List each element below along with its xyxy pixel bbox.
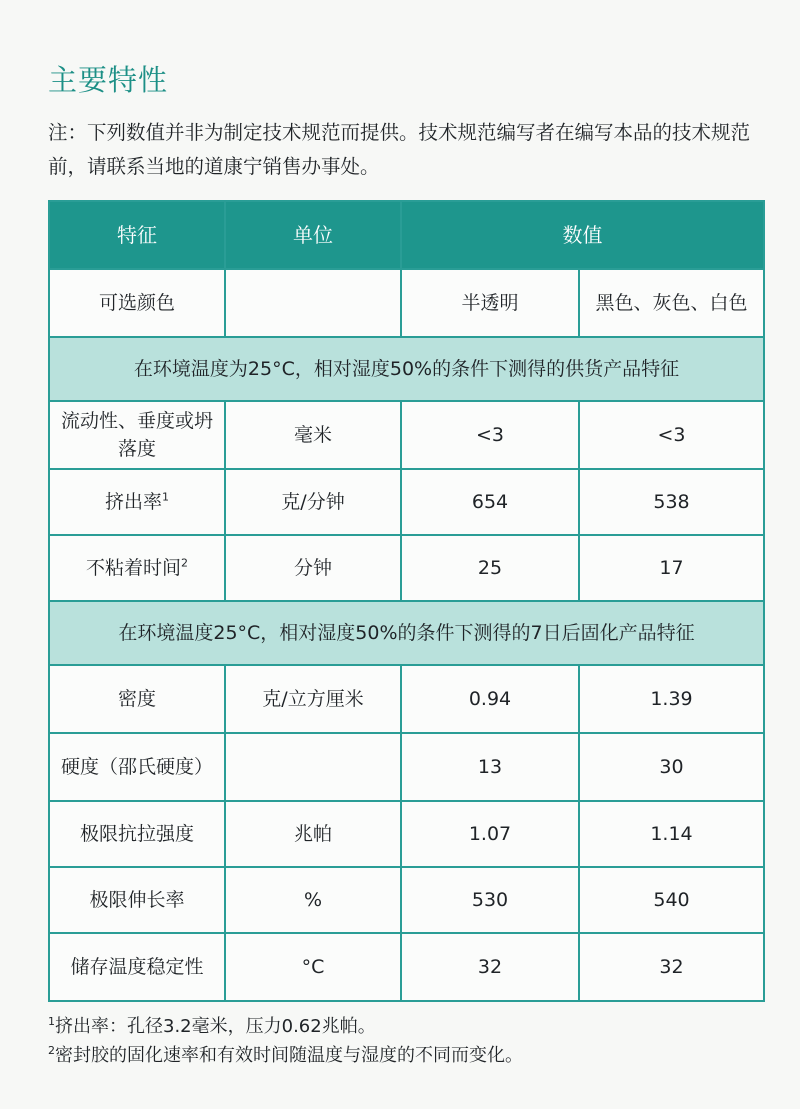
footnotes [48,1012,768,1070]
cell-unit [225,269,401,337]
table-row [49,269,764,337]
properties-table [48,200,765,1002]
footnote-1 [48,1012,768,1041]
feature-label: 挤出率 [104,491,162,513]
section-row [49,601,764,665]
cell-value-1: 25 [401,535,579,601]
cell-feature: 密度 [49,665,225,733]
table-row [49,665,764,733]
footnote-marker: 1 [162,490,169,504]
cell-unit [225,733,401,801]
cell-unit: 克/立方厘米 [225,665,401,733]
footnote-text: 密封胶的固化速率和有效时间随温度与湿度的不同而变化。 [55,1045,523,1066]
cell-feature: 极限伸长率 [49,867,225,933]
feature-label: 不粘着时间 [85,557,181,579]
cell-value-2: 32 [579,933,764,1001]
footnote-mark: 1 [48,1015,55,1028]
cell-value-2: 1.39 [579,665,764,733]
footnote-text: 挤出率：孔径3.2毫米，压力0.62兆帕。 [55,1016,376,1037]
footnote-marker: 2 [181,556,188,570]
table-row [49,933,764,1001]
feature-label: 流动性、垂度或坍落度 [60,410,213,460]
cell-value-1: 530 [401,867,579,933]
cell-unit: 兆帕 [225,801,401,867]
cell-unit: 毫米 [225,401,401,469]
cell-value-1: 半透明 [401,269,579,337]
footnote-2 [48,1041,768,1070]
cell-unit: 克/分钟 [225,469,401,535]
cell-value-1: 32 [401,933,579,1001]
header-feature: 特征 [49,201,225,269]
table-row [49,401,764,469]
cell-feature: 硬度（邵氏硬度） [49,733,225,801]
cell-value-1: 1.07 [401,801,579,867]
table-row [49,867,764,933]
header-value: 数值 [401,201,764,269]
table-row [49,801,764,867]
cell-value-2: 30 [579,733,764,801]
cell-value-2: 540 [579,867,764,933]
cell-value-2: 538 [579,469,764,535]
note-text: 注：下列数值并非为制定技术规范而提供。技术规范编写者在编写本品的技术规范前，请联系当地的道康宁销售办事处。 [48,121,751,178]
cell-value-2: 17 [579,535,764,601]
header-unit: 单位 [225,201,401,269]
cell-value-2: 1.14 [579,801,764,867]
header-row [49,201,764,269]
cell-feature: 极限抗拉强度 [49,801,225,867]
cell-feature [49,535,225,601]
cell-value-1: <3 [401,401,579,469]
cell-value-2: <3 [579,401,764,469]
cell-unit: °C [225,933,401,1001]
cell-value-1: 13 [401,733,579,801]
table-row [49,535,764,601]
footnote-mark: 2 [48,1044,55,1057]
cell-feature [49,469,225,535]
cell-feature: 可选颜色 [49,269,225,337]
cell-feature: 储存温度稳定性 [49,933,225,1001]
cell-unit: % [225,867,401,933]
cell-value-2: 黑色、灰色、白色 [579,269,764,337]
cell-value-1: 0.94 [401,665,579,733]
table-row [49,469,764,535]
section-heading-supplied: 在环境温度为25°C，相对湿度50%的条件下测得的供货产品特征 [49,337,764,401]
cell-unit: 分钟 [225,535,401,601]
page-title: 主要特性 [48,63,169,97]
section-row [49,337,764,401]
section-heading-cured: 在环境温度25°C，相对湿度50%的条件下测得的7日后固化产品特征 [49,601,764,665]
cell-value-1: 654 [401,469,579,535]
table-row [49,733,764,801]
cell-feature [49,401,225,469]
